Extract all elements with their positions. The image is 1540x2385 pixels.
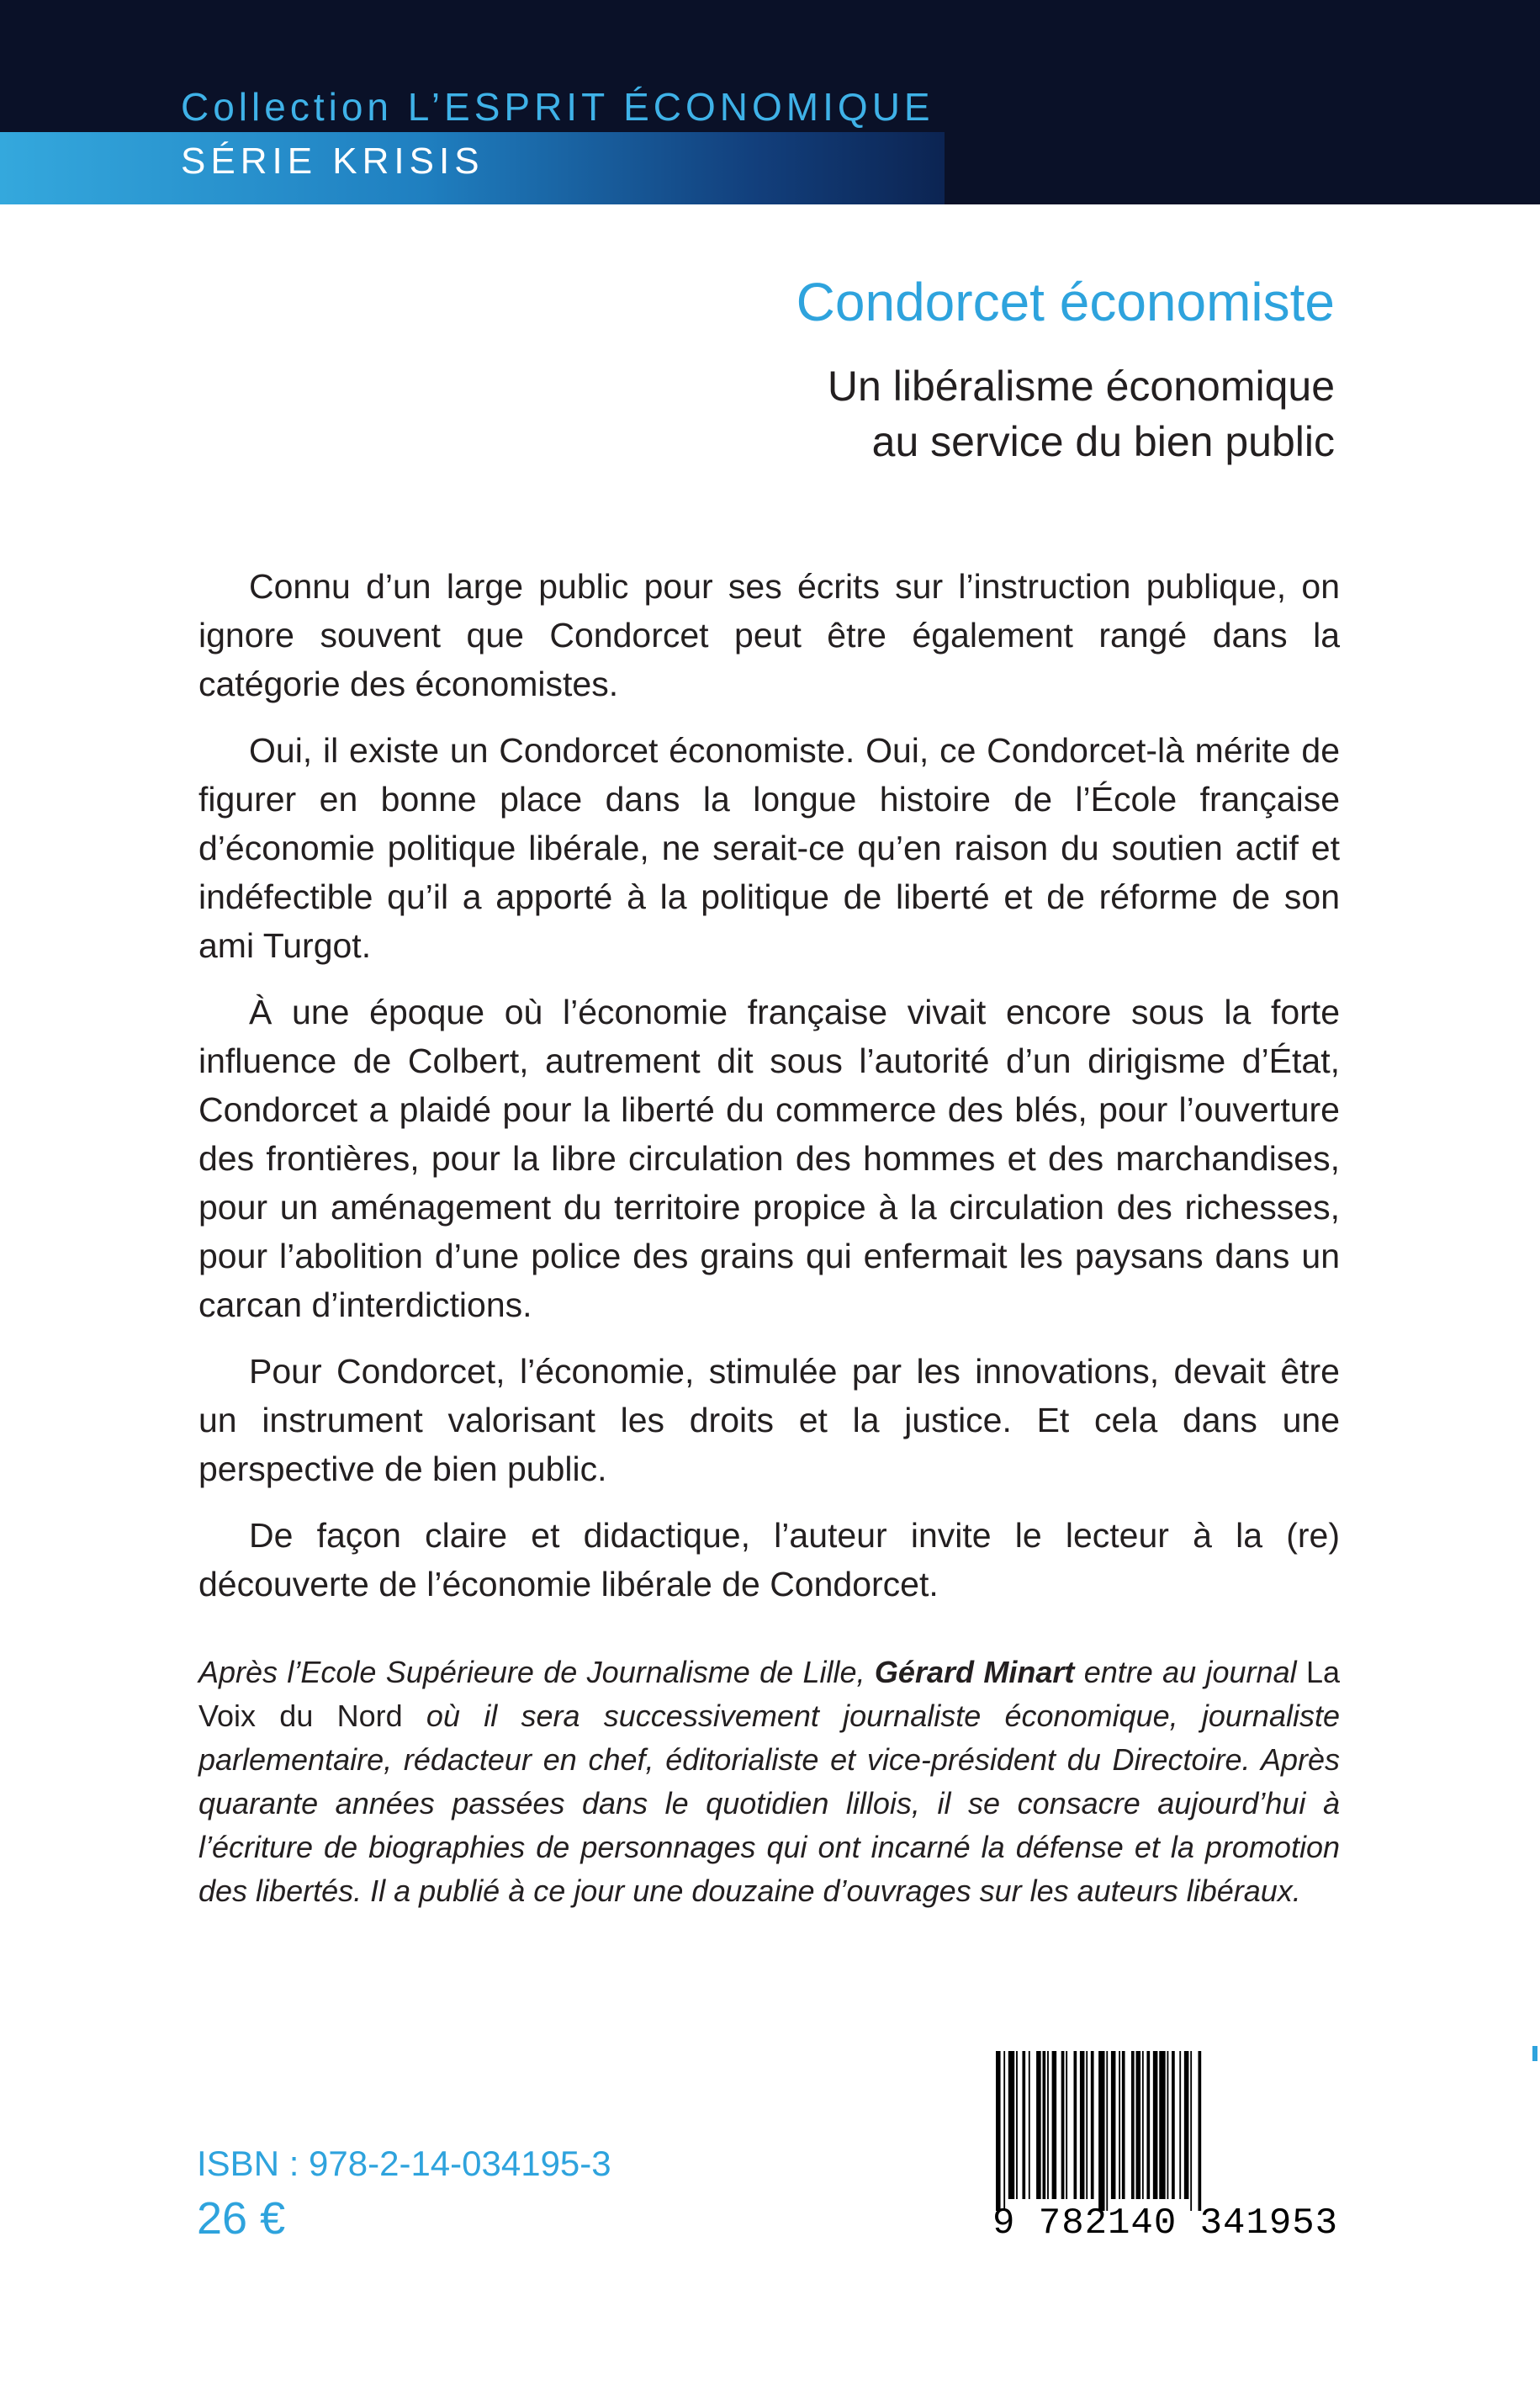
barcode-bar — [1061, 2051, 1065, 2199]
barcode-bar — [1016, 2051, 1018, 2199]
barcode-bar — [1184, 2051, 1189, 2199]
author-bio — [198, 1651, 1340, 1913]
barcode-bar — [1190, 2051, 1192, 2211]
blurb-paragraph: À une époque où l’économie française vivait encore sous la forte influence de Colbert, autrement dit sous l’autorité d’un dirigisme d’État, Condorcet a plaidé pour la liberté du commerce des blés, pour l’ouverture des frontières, pour la libre circulation des hommes et des marchandises, pour un aménagement du territoire propice à la circulation des richesses, pour l’abolition d’une police des grains qui enfermait les paysans dans un carcan d’interdictions. — [198, 993, 1340, 1324]
barcode-bar — [1111, 2051, 1116, 2199]
barcode-bar — [1003, 2051, 1005, 2211]
barcode-bar — [1119, 2051, 1120, 2199]
barcode-bar — [1043, 2051, 1046, 2199]
barcode-bar — [1098, 2051, 1104, 2211]
author-name: Gérard Minart — [874, 1655, 1075, 1689]
bio-text-3: où il sera successivement journaliste économique, journaliste parlementaire, rédacteur en chef, éditorialiste et vice-président du Directoire. Après quarante années passées dans le quotidien lillois, il se consacre aujourd’hui à l’écriture de biographies de personnages qui ont incarné la défense et la promotion des libertés. Il a publié à ce jour une douzaine d’ouvrages sur les auteurs libéraux. — [198, 1699, 1340, 1908]
barcode-bar — [1153, 2051, 1158, 2199]
barcode-bar — [1052, 2051, 1057, 2199]
barcode-bar — [1142, 2051, 1144, 2199]
blurb-paragraph: Pour Condorcet, l’économie, stimulée par les innovations, devait être un instrument valorisant les droits et la justice. Et cela dans une perspective de bien public. — [198, 1352, 1340, 1488]
edge-mark — [1532, 2046, 1537, 2061]
barcode-bar — [1159, 2051, 1165, 2199]
barcode-bar — [1172, 2051, 1175, 2199]
barcode-bar — [996, 2051, 1001, 2211]
barcode-digits: 9 782140 341953 — [992, 2202, 1339, 2245]
barcode-bar — [1136, 2051, 1141, 2199]
barcode — [981, 2051, 1339, 2253]
blurb-paragraph: Oui, il existe un Condorcet économiste. Oui, ce Condorcet-là mérite de figurer en bonne place dans la longue histoire de l’École française d’économie politique libérale, ne serait-ce qu’en raison du soutien actif et indéfectible qu’il a apporté à la politique de liberté et de réforme de son ami Turgot. — [198, 731, 1340, 965]
barcode-bar — [1036, 2051, 1041, 2199]
barcode-bar — [1199, 2051, 1202, 2211]
barcode-bar — [1022, 2051, 1025, 2199]
barcode-bar — [1131, 2051, 1135, 2199]
barcode-bar — [1179, 2051, 1181, 2199]
barcode-bar — [1086, 2051, 1088, 2199]
barcode-bar — [1146, 2051, 1150, 2199]
barcode-bar — [1091, 2051, 1094, 2199]
blurb-paragraph: Connu d’un large public pour ses écrits sur l’instruction publique, on ignore souvent que Condorcet peut être également rangé dans la catégorie des économistes. — [198, 567, 1340, 703]
barcode-bar — [1080, 2051, 1085, 2199]
barcode-bar — [1122, 2051, 1125, 2199]
barcode-bar — [1066, 2051, 1067, 2199]
collection-name: Collection L’ESPRIT ÉCONOMIQUE — [181, 85, 934, 129]
book-title: Condorcet économiste — [796, 272, 1335, 332]
blurb-paragraph: De façon claire et didactique, l’auteur invite le lecteur à la (re) découverte de l’économie libérale de Condorcet. — [198, 1516, 1340, 1603]
barcode-bar — [1029, 2051, 1030, 2199]
subtitle-line-2: au service du bien public — [871, 418, 1335, 465]
book-subtitle — [828, 358, 1335, 469]
bio-text-2: entre au journal — [1074, 1655, 1306, 1689]
barcode-bar — [1106, 2051, 1108, 2211]
series-name: SÉRIE KRISIS — [181, 140, 484, 182]
bio-text-1: Après l’Ecole Supérieure de Journalisme de Lille, — [198, 1655, 875, 1689]
barcode-bar — [1008, 2051, 1014, 2199]
barcode-bar — [1074, 2051, 1077, 2199]
barcode-bar — [1167, 2051, 1169, 2199]
price: 26 € — [197, 2193, 286, 2244]
subtitle-line-1: Un libéralisme économique — [827, 363, 1335, 410]
isbn: ISBN : 978-2-14-034195-3 — [197, 2144, 611, 2183]
newspaper-name: La Voix du Nord — [198, 1655, 1340, 1733]
barcode-bar — [1047, 2051, 1049, 2199]
blurb-text — [198, 562, 1340, 1626]
